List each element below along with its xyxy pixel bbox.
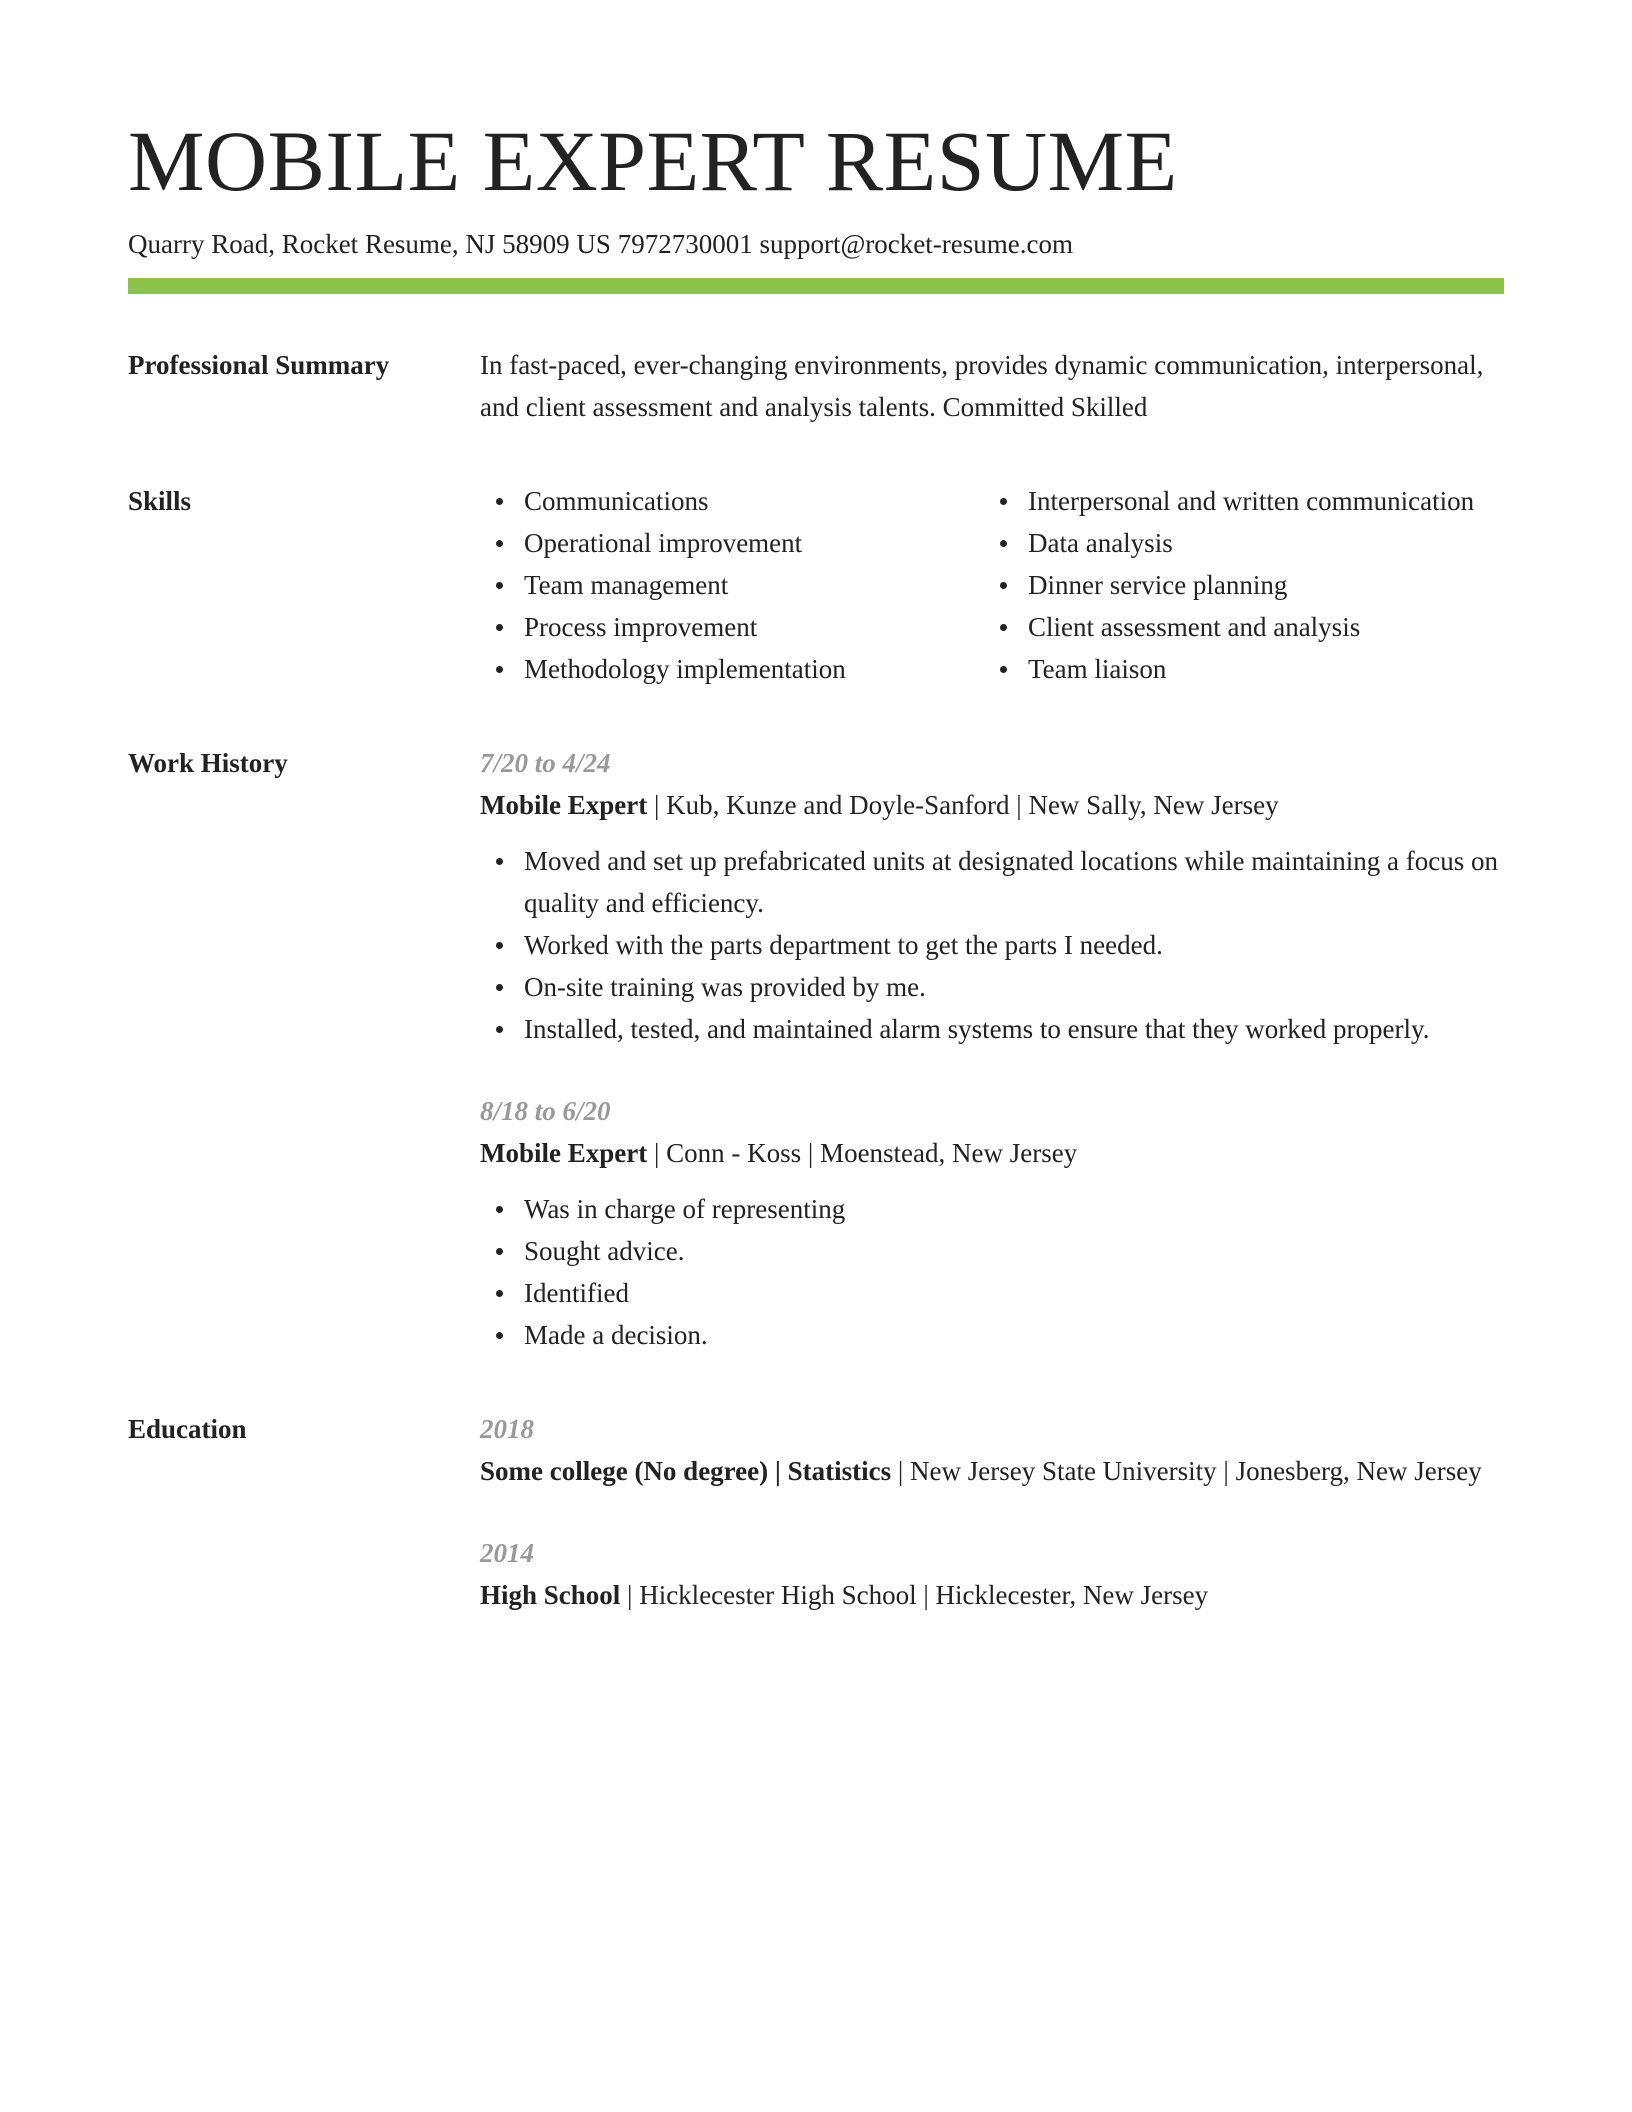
resume-page xyxy=(128,113,1504,1616)
resume-title: MOBILE EXPERT RESUME xyxy=(128,113,1178,209)
job-entry xyxy=(480,742,1504,1050)
education-degree: Some college (No degree) | Statistics xyxy=(480,1456,892,1487)
education-date: 2014 xyxy=(480,1538,534,1569)
job-bullet: On-site training was provided by me. xyxy=(524,966,1504,1008)
skill-item: Team management xyxy=(524,564,984,606)
skill-item: Team liaison xyxy=(1028,648,1474,690)
education-date: 2018 xyxy=(480,1414,534,1445)
education-line xyxy=(480,1450,1504,1492)
section-label-skills: Skills xyxy=(128,486,192,517)
section-label-education: Education xyxy=(128,1414,247,1445)
job-bullet: Sought advice. xyxy=(524,1230,1504,1272)
skills-list-right xyxy=(984,480,1474,690)
job-entry xyxy=(480,1090,1504,1356)
skills-list-left xyxy=(480,480,984,690)
job-bullets xyxy=(480,840,1504,1050)
summary-text: In fast-paced, ever-changing environments, provides dynamic communication, interpersonal, and client assessment and analysis talents. Committed Skilled xyxy=(480,350,1484,423)
job-role-line xyxy=(480,784,1504,826)
skill-item: Interpersonal and written communication xyxy=(1028,480,1474,522)
skill-item: Data analysis xyxy=(1028,522,1474,564)
job-role-line xyxy=(480,1132,1504,1174)
job-bullet: Worked with the parts department to get the parts I needed. xyxy=(524,924,1504,966)
skill-item: Dinner service planning xyxy=(1028,564,1474,606)
skill-item: Methodology implementation xyxy=(524,648,984,690)
skill-item: Process improvement xyxy=(524,606,984,648)
work-history-section xyxy=(128,742,1504,1356)
job-bullet: Made a decision. xyxy=(524,1314,1504,1356)
job-date: 7/20 to 4/24 xyxy=(480,748,611,779)
section-label-work: Work History xyxy=(128,748,288,779)
section-label-summary: Professional Summary xyxy=(128,350,390,381)
education-details: | Hicklecester High School | Hicklecester, New Jersey xyxy=(620,1580,1209,1611)
job-bullet: Moved and set up prefabricated units at designated locations while maintaining a focus on quality and efficiency. xyxy=(524,840,1504,924)
job-bullet: Installed, tested, and maintained alarm systems to ensure that they worked properly. xyxy=(524,1008,1504,1050)
job-bullets xyxy=(480,1188,1504,1356)
job-details: | Conn - Koss | Moenstead, New Jersey xyxy=(647,1138,1078,1169)
summary-section xyxy=(128,344,1504,428)
skill-item: Client assessment and analysis xyxy=(1028,606,1474,648)
skills-section xyxy=(128,480,1504,690)
education-entry xyxy=(480,1408,1504,1492)
education-details: | New Jersey State University | Jonesberg, New Jersey xyxy=(891,1456,1482,1487)
job-details: | Kub, Kunze and Doyle-Sanford | New Sally, New Jersey xyxy=(647,790,1279,821)
education-degree: High School xyxy=(480,1580,621,1611)
education-section xyxy=(128,1408,1504,1616)
job-bullet: Identified xyxy=(524,1272,1504,1314)
job-date: 8/18 to 6/20 xyxy=(480,1096,611,1127)
job-title: Mobile Expert xyxy=(480,790,648,821)
skill-item: Communications xyxy=(524,480,984,522)
skills-grid xyxy=(480,480,1504,690)
job-title: Mobile Expert xyxy=(480,1138,648,1169)
job-bullet: Was in charge of representing xyxy=(524,1188,1504,1230)
contact-line: Quarry Road, Rocket Resume, NJ 58909 US 7972730001 support@rocket-resume.com xyxy=(128,229,1073,259)
skill-item: Operational improvement xyxy=(524,522,984,564)
education-entry xyxy=(480,1532,1504,1616)
education-line xyxy=(480,1574,1504,1616)
header-divider xyxy=(128,278,1504,294)
